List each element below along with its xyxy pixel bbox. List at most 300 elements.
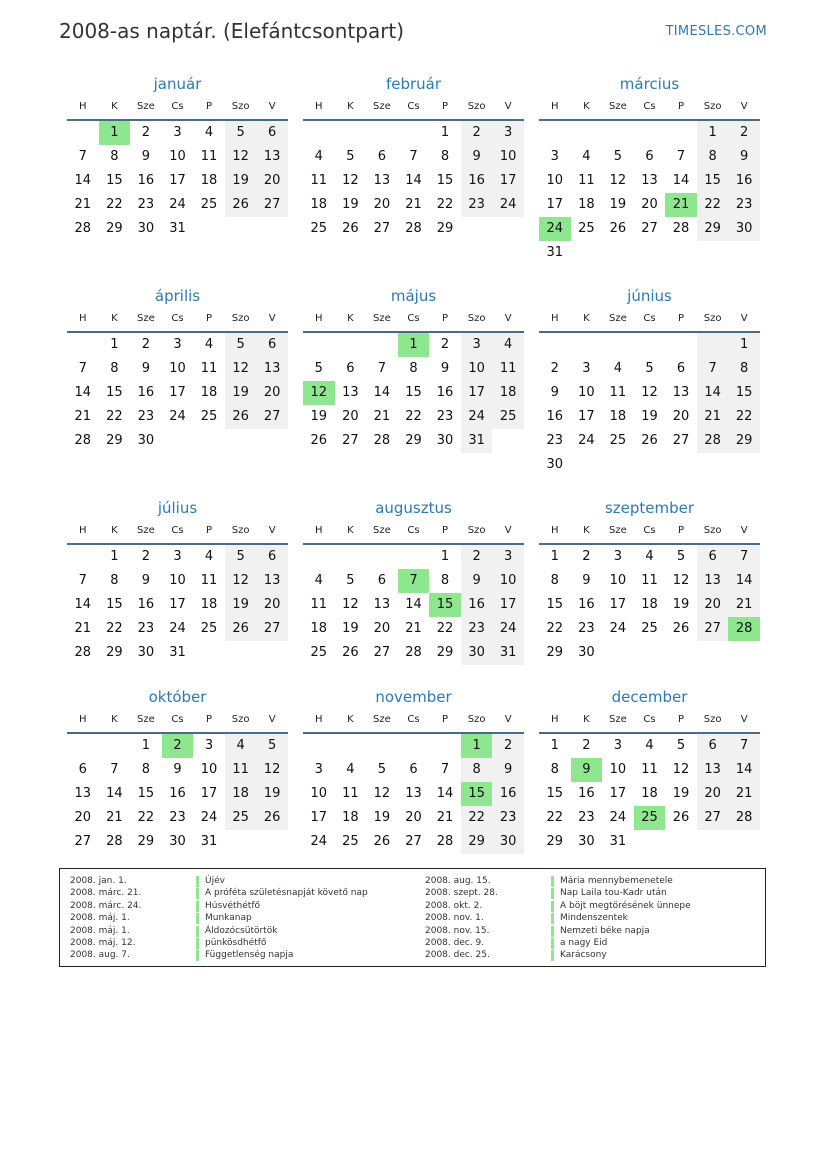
legend-row [70,887,368,899]
day-cell: 11 [310,597,328,612]
day-cell: 19 [373,810,391,825]
month-block [67,494,288,665]
holiday-date: 2008. máj. 1. [70,913,130,924]
brand-link[interactable]: TIMESLES.COM [665,24,767,39]
weekday-header [303,708,524,734]
weekday-label: Cs [643,313,656,324]
empty-cell [665,241,697,265]
day-cell: 21 [665,193,697,217]
day-cell: 6 [377,573,387,588]
day-cell: 13 [697,569,729,593]
day-cell: 23 [137,409,155,424]
day-cell: 5 [346,573,355,588]
day-cell: 2 [440,337,450,352]
day-cell: 6 [256,121,288,145]
weekday-header [67,519,288,545]
empty-cell [665,453,697,477]
holiday-name: Mária mennybemenetele [560,876,673,886]
day-cell: 30 [578,645,595,660]
day-cell: 19 [672,786,690,801]
day-cell: 22 [546,810,564,825]
weekday-label: H [79,101,87,112]
day-cell: 16 [461,169,493,193]
weekday-label: V [740,714,748,725]
holiday-name: Nap Laila tou-Kadr után [560,888,667,899]
day-cell: 13 [74,786,92,801]
day-cell: 8 [697,145,729,169]
holiday-date: 2008. szept. 28. [425,888,498,899]
holiday-marker [551,938,554,949]
day-cell: 26 [672,810,690,825]
day-cell: 25 [641,621,658,636]
day-cell: 24 [492,193,524,217]
day-cell: 24 [609,810,627,825]
weekday-label: Cs [643,525,656,536]
day-cell: 28 [672,221,690,236]
weekday-label: Cs [407,714,420,725]
weekday-header [67,708,288,734]
day-cell: 13 [256,357,288,381]
day-cell: 4 [492,333,524,357]
day-cell: 20 [697,782,729,806]
empty-cell [571,333,603,357]
day-cell: 10 [169,361,186,376]
empty-cell [256,830,288,854]
weekday-header [539,307,760,333]
day-cell: 8 [461,758,493,782]
day-cell: 8 [440,573,450,588]
day-cell: 21 [405,621,422,636]
empty-cell [602,333,634,357]
month-block [539,494,760,665]
day-cell: 14 [74,385,92,400]
day-cell: 1 [728,333,760,357]
weekday-header [303,519,524,545]
day-cell: 12 [303,381,335,405]
day-cell: 25 [310,645,328,660]
day-cell: 29 [546,834,564,849]
day-cell: 29 [461,830,493,854]
weekday-label: Sze [609,714,627,725]
weekday-header [539,95,760,121]
weekday-label: K [583,101,590,112]
day-cell: 15 [546,597,564,612]
day-cell: 4 [204,337,214,352]
day-cell: 10 [169,149,186,164]
holiday-marker [196,926,199,937]
day-cell: 5 [377,762,387,777]
day-cell: 13 [405,786,422,801]
day-cell: 22 [106,409,123,424]
day-cell: 5 [225,545,257,569]
day-cell: 14 [373,385,391,400]
day-cell: 12 [342,597,359,612]
weekday-label: K [111,525,118,536]
empty-cell [335,545,367,569]
day-cell: 30 [492,830,524,854]
day-cell: 25 [310,221,328,236]
holiday-date: 2008. aug. 15. [425,876,491,886]
weekday-label: P [206,101,213,112]
day-cell: 26 [342,221,359,236]
month-name: július [157,499,198,517]
weekday-label: Szo [467,525,486,536]
day-cell: 26 [641,433,658,448]
day-cell: 10 [492,145,524,169]
day-cell: 23 [728,193,760,217]
day-cell: 28 [106,834,123,849]
day-cell: 19 [672,597,690,612]
day-cell: 16 [492,782,524,806]
holiday-marker [196,950,199,961]
day-cell: 25 [200,409,218,424]
weekday-label: H [315,101,323,112]
day-cell: 25 [578,221,595,236]
day-cell: 31 [609,834,627,849]
empty-cell [225,641,257,665]
day-cell: 15 [106,597,123,612]
day-cell: 21 [697,405,729,429]
holiday-name: Karácsony [560,950,607,961]
legend-column-right [425,875,691,962]
day-grid [539,734,760,854]
empty-cell [697,333,729,357]
day-cell: 15 [697,169,729,193]
holiday-marker [551,913,554,924]
holiday-marker [196,901,199,912]
holiday-date: 2008. dec. 9. [425,937,485,948]
empty-cell [225,830,257,854]
empty-cell [67,545,99,569]
day-cell: 9 [141,573,151,588]
day-grid [539,545,760,665]
legend-row [425,887,691,899]
holiday-date: 2008. márc. 24. [70,900,142,911]
empty-cell [665,333,697,357]
day-cell: 10 [169,573,186,588]
weekday-label: V [268,101,276,112]
day-cell: 17 [169,597,186,612]
day-grid [67,545,288,665]
empty-cell [492,217,524,241]
day-cell: 14 [74,173,92,188]
empty-cell [634,453,666,477]
day-cell: 10 [578,385,595,400]
day-cell: 24 [169,197,186,212]
day-cell: 6 [256,545,288,569]
empty-cell [366,121,398,145]
holiday-date: 2008. nov. 1. [425,913,484,924]
empty-cell [697,453,729,477]
day-cell: 21 [405,197,422,212]
holiday-date: 2008. nov. 15. [425,925,490,936]
day-cell: 30 [137,433,155,448]
day-cell: 11 [225,758,257,782]
weekday-label: V [504,714,512,725]
weekday-label: K [583,714,590,725]
holiday-date: 2008. dec. 25. [425,950,490,961]
day-cell: 1 [141,738,151,753]
day-cell: 4 [613,361,623,376]
day-cell: 16 [461,593,493,617]
empty-cell [634,241,666,265]
day-cell: 19 [342,621,359,636]
day-cell: 13 [641,173,658,188]
month-block [67,683,288,854]
weekday-label: K [111,313,118,324]
day-cell: 3 [492,121,524,145]
day-cell: 23 [546,433,564,448]
weekday-label: V [268,714,276,725]
day-cell: 23 [169,810,186,825]
month-block [303,494,524,665]
day-cell: 7 [697,357,729,381]
day-cell: 20 [256,381,288,405]
day-cell: 2 [141,549,151,564]
day-cell: 10 [609,762,627,777]
holiday-marker [196,913,199,924]
day-cell: 21 [436,810,454,825]
day-cell: 3 [204,738,214,753]
weekday-label: P [206,714,213,725]
day-cell: 11 [609,385,627,400]
day-cell: 5 [676,549,686,564]
day-cell: 20 [256,593,288,617]
day-cell: 3 [314,762,323,777]
holiday-name: Függetlenség napja [205,950,294,961]
day-cell: 5 [225,121,257,145]
weekday-header [303,95,524,121]
day-cell: 21 [373,409,391,424]
day-cell: 10 [546,173,564,188]
empty-cell [665,830,697,854]
day-cell: 4 [204,125,214,140]
day-cell: 7 [676,149,686,164]
weekday-label: Sze [609,525,627,536]
weekday-label: H [551,101,559,112]
day-cell: 26 [310,433,328,448]
day-cell: 21 [728,782,760,806]
empty-cell [492,429,524,453]
day-cell: 1 [461,734,493,758]
day-cell: 12 [225,569,257,593]
day-cell: 29 [546,645,564,660]
empty-cell [99,734,131,758]
day-cell: 16 [546,409,564,424]
weekday-label: Sze [137,714,155,725]
day-cell: 24 [169,621,186,636]
holiday-name: Mindenszentek [560,913,628,924]
day-cell: 20 [256,169,288,193]
day-cell: 10 [200,762,218,777]
day-cell: 26 [225,405,257,429]
day-cell: 17 [169,173,186,188]
day-cell: 18 [492,381,524,405]
legend-row [425,875,691,887]
weekday-label: Szo [703,313,722,324]
day-cell: 11 [200,361,218,376]
day-cell: 13 [373,173,391,188]
legend-row [425,937,691,949]
holiday-marker [196,888,199,899]
day-cell: 2 [550,361,559,376]
month-block [539,282,760,477]
day-cell: 5 [256,734,288,758]
holiday-name: A böjt megtörésének ünnepe [560,900,691,911]
day-cell: 23 [436,409,454,424]
empty-cell [193,641,225,665]
day-cell: 17 [200,786,218,801]
day-cell: 14 [436,786,454,801]
weekday-label: Cs [171,525,184,536]
day-cell: 22 [106,621,123,636]
empty-cell [634,333,666,357]
weekday-label: V [268,313,276,324]
day-cell: 30 [461,641,493,665]
empty-cell [256,217,288,241]
day-cell: 7 [78,573,87,588]
month-name: december [611,688,688,706]
day-cell: 15 [546,786,564,801]
holiday-name: Nemzeti béke napja [560,925,650,936]
day-cell: 7 [728,545,760,569]
weekday-label: K [347,313,354,324]
day-cell: 14 [106,786,123,801]
empty-cell [728,453,760,477]
day-cell: 22 [697,193,729,217]
day-cell: 7 [110,762,119,777]
day-cell: 18 [200,385,218,400]
day-cell: 12 [641,385,658,400]
day-cell: 17 [492,169,524,193]
weekday-label: P [442,714,449,725]
day-cell: 13 [256,569,288,593]
empty-cell [303,121,335,145]
month-name: március [619,75,680,93]
day-cell: 16 [137,597,155,612]
empty-cell [366,333,398,357]
day-cell: 1 [99,121,131,145]
empty-cell [335,121,367,145]
day-cell: 8 [550,573,559,588]
day-cell: 2 [461,121,493,145]
day-cell: 18 [342,810,359,825]
holiday-name: A próféta születésnapját követő nap [205,888,368,899]
month-name: május [390,287,437,305]
empty-cell [602,641,634,665]
day-cell: 27 [256,405,288,429]
day-cell: 22 [728,405,760,429]
month-name: január [153,75,202,93]
day-cell: 1 [550,549,559,564]
day-cell: 9 [440,361,450,376]
day-cell: 13 [697,758,729,782]
day-cell: 23 [137,621,155,636]
weekday-label: H [79,525,87,536]
day-cell: 11 [578,173,595,188]
day-cell: 9 [173,762,182,777]
weekday-label: K [583,313,590,324]
holiday-date: 2008. aug. 7. [70,950,130,961]
day-cell: 27 [74,834,92,849]
day-cell: 13 [342,385,359,400]
empty-cell [193,429,225,453]
day-cell: 12 [609,173,627,188]
day-cell: 9 [550,385,559,400]
day-cell: 1 [440,125,450,140]
day-cell: 4 [645,738,654,753]
day-cell: 11 [310,173,328,188]
day-cell: 6 [256,333,288,357]
day-cell: 5 [346,149,355,164]
empty-cell [67,121,99,145]
day-cell: 20 [405,810,422,825]
day-cell: 20 [342,409,359,424]
day-cell: 29 [106,221,123,236]
weekday-label: Cs [407,313,420,324]
day-cell: 28 [697,429,729,453]
day-cell: 14 [405,173,422,188]
day-cell: 14 [728,758,760,782]
day-cell: 22 [461,806,493,830]
day-cell: 4 [204,549,214,564]
day-cell: 9 [141,149,151,164]
holiday-date: 2008. okt. 2. [425,900,483,911]
legend-row [70,937,368,949]
day-cell: 16 [578,597,595,612]
day-cell: 11 [641,573,658,588]
day-cell: 31 [169,221,186,236]
weekday-label: K [347,525,354,536]
weekday-label: Cs [643,714,656,725]
day-cell: 13 [373,597,391,612]
day-cell: 28 [74,221,92,236]
holiday-name: Újév [205,876,225,886]
legend-row [70,875,368,887]
empty-cell [539,333,571,357]
day-cell: 17 [310,810,328,825]
day-cell: 24 [169,409,186,424]
month-name: október [148,688,207,706]
day-cell: 8 [440,149,450,164]
empty-cell [571,241,603,265]
holiday-marker [551,901,554,912]
weekday-label: Cs [407,525,420,536]
day-cell: 3 [550,149,559,164]
weekday-label: P [206,313,213,324]
day-cell: 9 [461,145,493,169]
empty-cell [602,453,634,477]
day-cell: 21 [74,621,92,636]
month-block [67,282,288,453]
day-cell: 16 [169,786,186,801]
day-cell: 12 [256,758,288,782]
day-cell: 4 [225,734,257,758]
day-cell: 8 [110,573,119,588]
day-cell: 4 [314,149,323,164]
empty-cell [303,545,335,569]
day-cell: 18 [225,782,257,806]
weekday-header [67,95,288,121]
month-block [539,683,760,854]
empty-cell [539,121,571,145]
holiday-legend [59,868,766,967]
day-cell: 23 [492,806,524,830]
day-cell: 22 [546,621,564,636]
empty-cell [67,734,99,758]
day-cell: 21 [106,810,123,825]
day-cell: 6 [409,762,418,777]
